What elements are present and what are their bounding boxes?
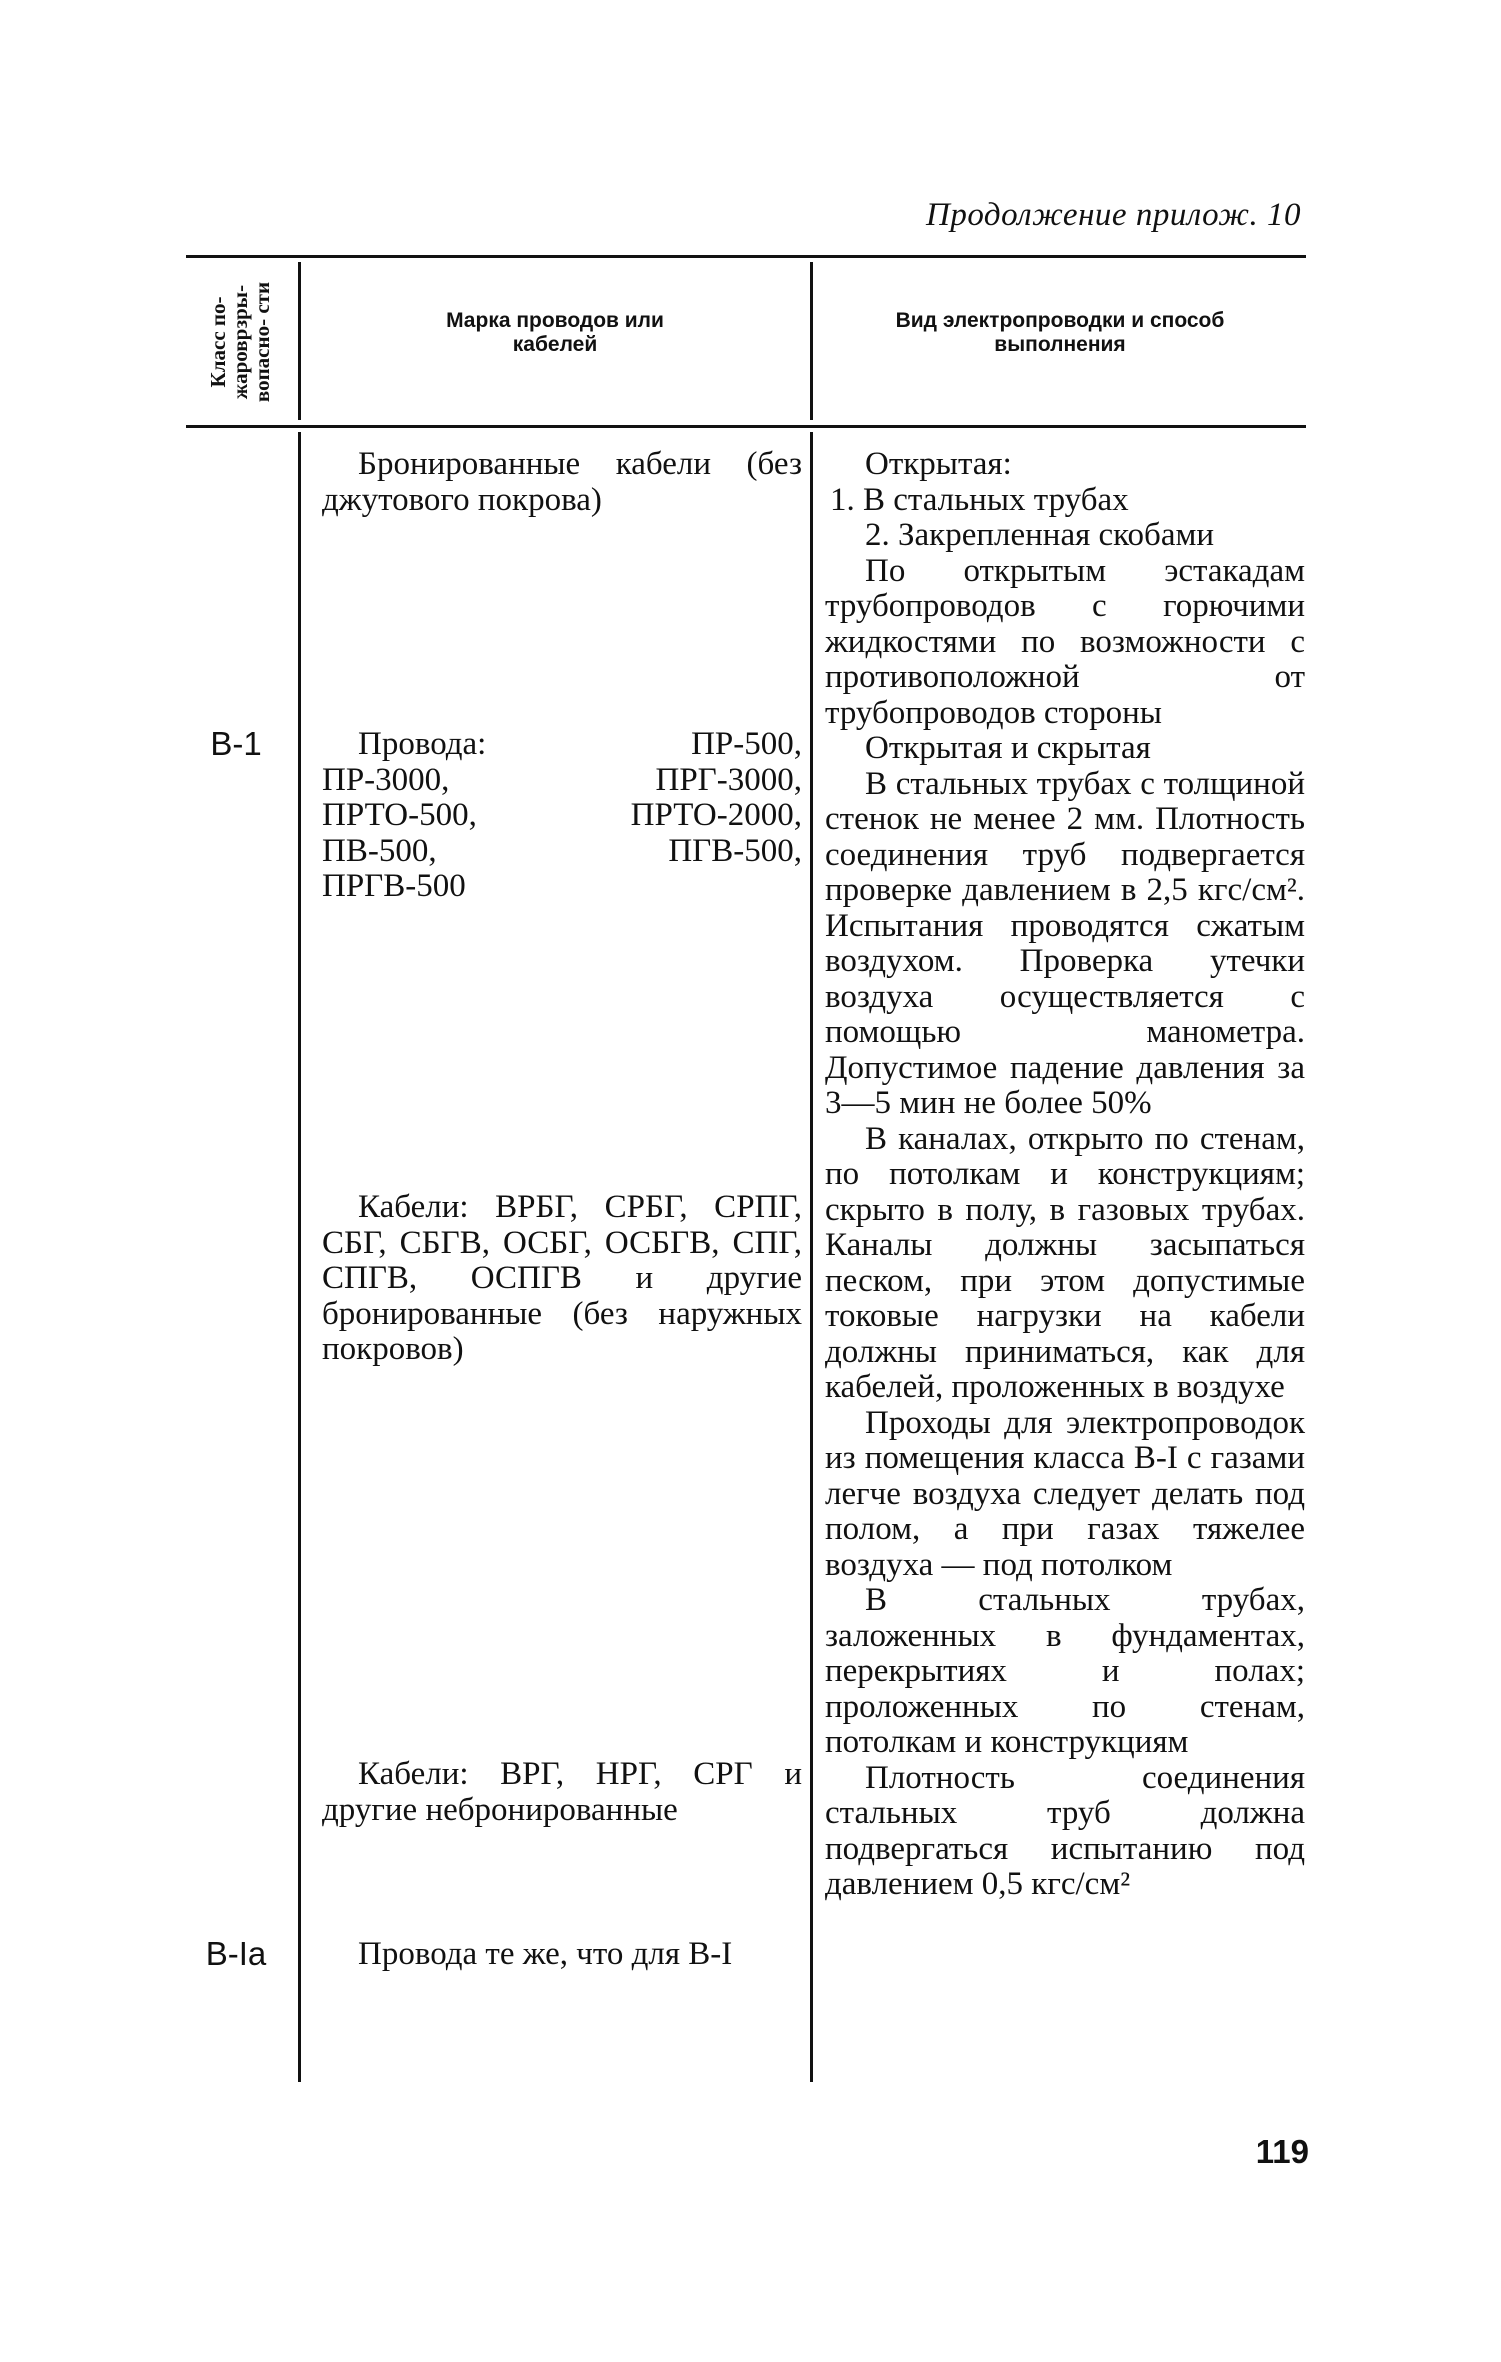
wires-item: ПРТО-500,: [322, 797, 477, 833]
middle-text: Кабели: ВРБГ, СРБГ, СРПГ, СБГ, СБГВ, ОСБГ, ОСБГВ, СПГ, СПГВ, ОСПГВ и другие бронированные (без наружных покровов): [322, 1189, 802, 1367]
wiring-paragraph: 1. В стальных трубах: [830, 481, 1129, 518]
wiring-paragraph: Плотность соединения стальных труб должна подвергаться испытанию под давлением 0,5 кгс/см²: [825, 1759, 1305, 1902]
wires-row: [322, 727, 802, 763]
wires-row: [322, 798, 802, 834]
header-class: [186, 262, 294, 422]
wires-item: ПР-3000,: [322, 761, 450, 798]
wiring-paragraph: 2. Закрепленная скобами: [865, 517, 1215, 553]
wiring-paragraph: По открытым эстакадам трубопроводов с горючими жидкостями по возможности с противоположной от трубопроводов стороны: [825, 552, 1305, 731]
wires-row: [322, 763, 802, 799]
wires-row: [322, 834, 802, 870]
wires-label: Провода:: [358, 726, 487, 762]
wires-item: ПР-500,: [691, 726, 802, 762]
header-divider-2: [810, 262, 813, 420]
wires-item: ПВ-500,: [322, 832, 437, 869]
middle-text: Бронированные кабели (без джутового покрова): [322, 446, 802, 518]
wires-item: ПРГВ-500: [322, 868, 466, 904]
wires-item: ПРГ-3000,: [655, 761, 802, 798]
middle-text: Кабели: ВРГ, НРГ, СРГ и другие небронированные: [322, 1756, 802, 1828]
page-number: 119: [1255, 2133, 1309, 2170]
middle-block-unarmored: [322, 1757, 802, 1828]
running-head: Продолжение прилож. 10: [926, 197, 1301, 233]
wiring-paragraph: В каналах, открыто по стенам, по потолкам и конструкциям; скрыто в полу, в газовых трубах. Каналы должны засыпаться песком, при этом допустимые токовые нагрузки на кабели должны приниматься, как для кабелей, проложенных в воздухе: [825, 1120, 1305, 1405]
header-wiring: Вид электропроводки и способ выполнения: [895, 309, 1225, 356]
wires-item: ПРТО-2000,: [630, 797, 802, 833]
middle-block-cables-list: [322, 1190, 802, 1368]
middle-text: Провода те же, что для В-I: [358, 1936, 733, 1972]
wiring-paragraph: Проходы для электропроводок из помещения класса В-I с газами легче воздуха следует делать под полом, а при газах тяжелее воздуха — под потолком: [825, 1404, 1305, 1583]
body-divider-1: [298, 432, 301, 2082]
header-class-label: Класс по- жароврзры- вопасно- сти: [206, 281, 274, 403]
middle-block-b1a-wires: [322, 1937, 802, 1973]
class-b1a: В-Iа: [205, 1935, 267, 1972]
table-top-rule: [186, 255, 1306, 258]
wiring-paragraph: Открытая:: [865, 446, 1012, 482]
header-divider-1: [298, 262, 301, 420]
class-b1: В-1: [210, 725, 262, 762]
wires-item: ПГВ-500,: [668, 832, 802, 869]
wiring-paragraph: Открытая и скрытая: [865, 730, 1151, 766]
table-header-rule: [186, 425, 1306, 428]
middle-block-wires: [322, 727, 802, 905]
wiring-paragraph: В стальных трубах с толщиной стенок не менее 2 мм. Плотность соединения труб подвергается проверке давлением в 2,5 кгс/см². Испытания проводятся сжатым воздухом. Проверка утечки воздуха осуществляется с помощью манометра. Допустимое падение давления за 3—5 мин не более 50%: [825, 765, 1305, 1121]
right-column: [825, 447, 1305, 1903]
wiring-paragraph: В стальных трубах, заложенных в фундаментах, перекрытиях и полах; проложенных по стенам, потолкам и конструкциям: [825, 1582, 1305, 1760]
middle-block-armored-cables: [322, 447, 802, 518]
body-divider-2: [810, 432, 813, 2082]
header-brand: Марка проводов или кабелей: [446, 309, 664, 356]
